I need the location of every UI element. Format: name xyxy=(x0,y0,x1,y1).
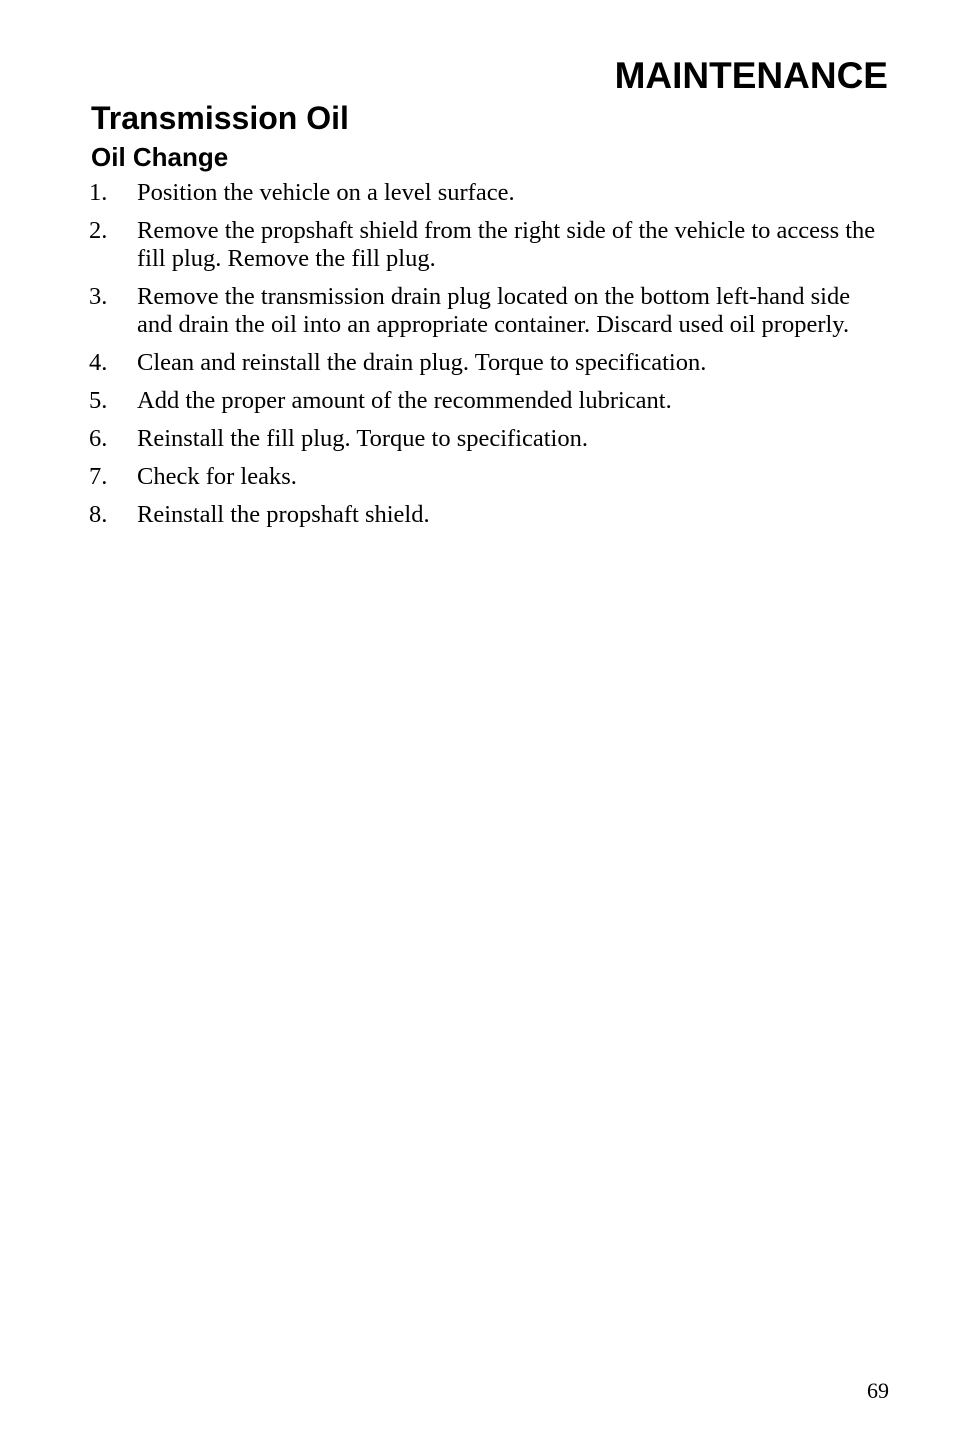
step-text: Reinstall the fill plug. Torque to specification. xyxy=(137,425,588,452)
step-item xyxy=(89,463,889,491)
step-number: 1. xyxy=(89,179,108,206)
step-item xyxy=(89,425,889,453)
step-number: 2. xyxy=(89,217,108,244)
step-text: Reinstall the propshaft shield. xyxy=(137,501,430,528)
step-number: 5. xyxy=(89,387,108,414)
step-text: Position the vehicle on a level surface. xyxy=(137,179,515,206)
step-item xyxy=(89,179,889,207)
step-number: 3. xyxy=(89,283,108,310)
step-item xyxy=(89,501,889,529)
step-item xyxy=(89,349,889,377)
page-number: 69 xyxy=(867,1378,889,1403)
page-title: Transmission Oil xyxy=(91,100,349,136)
step-item xyxy=(89,283,889,339)
page-subtitle: Oil Change xyxy=(91,142,229,172)
steps-list xyxy=(89,179,889,539)
step-number: 6. xyxy=(89,425,108,452)
step-text: Add the proper amount of the recommended lubricant. xyxy=(137,387,672,414)
step-item xyxy=(89,217,889,273)
step-text: Remove the transmission drain plug located on the bottom left-hand side and drain the oil into an appropriate container. Discard used oil properly. xyxy=(137,283,851,338)
section-header: MAINTENANCE xyxy=(614,55,888,96)
step-text: Check for leaks. xyxy=(137,463,297,490)
step-number: 8. xyxy=(89,501,108,528)
step-item xyxy=(89,387,889,415)
step-text: Remove the propshaft shield from the right side of the vehicle to access the fill plug. Remove the fill plug. xyxy=(137,217,876,272)
step-text: Clean and reinstall the drain plug. Torque to specification. xyxy=(137,349,707,376)
step-number: 4. xyxy=(89,349,108,376)
step-number: 7. xyxy=(89,463,108,490)
